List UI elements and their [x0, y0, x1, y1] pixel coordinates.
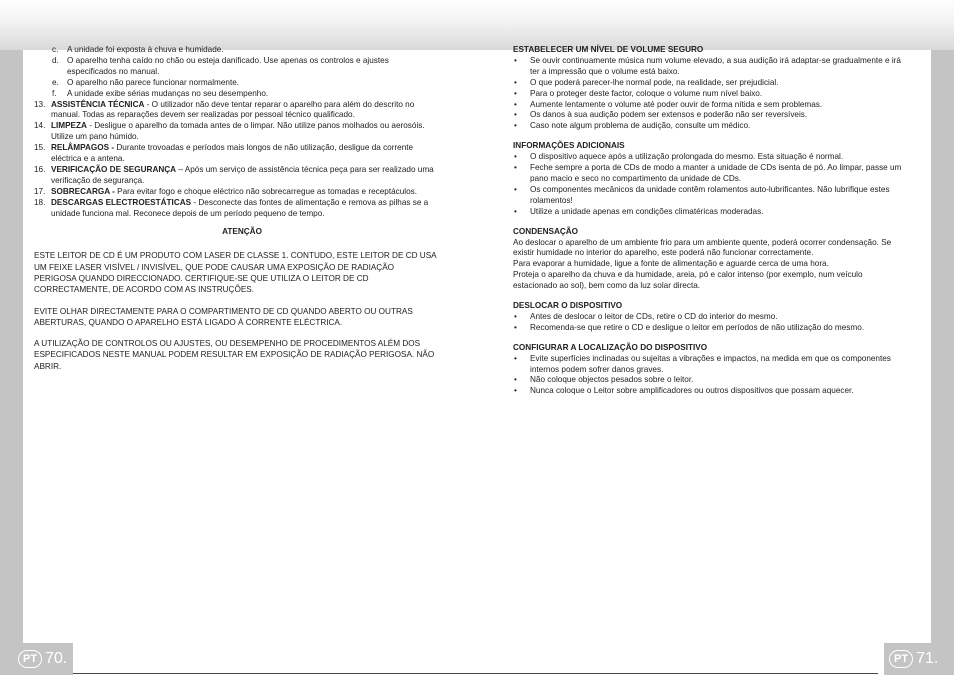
- numbered-item: 14. LIMPEZA - Desligue o aparelho da tomada antes de o limpar. Não utilize panos molhados ou aerosóis. Utilize um pano húmido.: [34, 121, 425, 142]
- item-title: ASSISTÊNCIA TÉCNICA: [51, 99, 145, 109]
- sub-item: c. A unidade foi exposta à chuva e humidade.: [52, 45, 224, 54]
- item-title: LIMPEZA: [51, 121, 87, 131]
- section-title-move: DESLOCAR O DISPOSITIVO: [513, 301, 623, 311]
- item-title: DESCARGAS ELECTROESTÁTICAS: [51, 197, 192, 207]
- sub-item: d. O aparelho tenha caído no chão ou esteja danificado. Use apenas os controlos e ajustes especificados no manual.: [52, 55, 389, 76]
- sub-item: e. O aparelho não parece funcionar normalmente.: [52, 77, 240, 87]
- condensation-text: Ao deslocar o aparelho de um ambiente frio para um ambiente quente, poderá ocorrer condensação. Se existir humidade no interior do aparelho, este poderá não funcionar correctamente.: [513, 237, 892, 258]
- list-item: • Evite superfícies inclinadas ou sujeitas a vibrações e impactos, na medida em que os componentes internos podem sofrer danos graves.: [514, 353, 891, 374]
- volume-list: [513, 56, 903, 132]
- list-item: • Não coloque objectos pesados sobre o leitor.: [514, 375, 694, 385]
- list-item: • Se ouvir continuamente música num volume elevado, a sua audição irá adaptar-se gradualmente e irá ter a impressão que o volume está baixo.: [514, 55, 901, 76]
- item-title: SOBRECARGA -: [51, 186, 115, 196]
- section-title-volume: ESTABELECER UM NÍVEL DE VOLUME SEGURO: [513, 45, 704, 54]
- condensation-text: Proteja o aparelho da chuva e da humidade, areia, pó e calor intenso (por exemplo, num veículo estacionado ao sol), bem como da luz solar directa.: [513, 270, 863, 291]
- safety-numbered-list: [34, 100, 438, 220]
- list-item: • Para o proteger deste factor, coloque o volume num nível baixo.: [514, 88, 763, 98]
- list-item: • O que poderá parecer-lhe normal pode, na realidade, ser prejudicial.: [514, 77, 779, 87]
- footer-right: [884, 643, 944, 675]
- header-gradient-band: [0, 0, 954, 50]
- language-badge: PT: [889, 650, 913, 668]
- list-item: • Feche sempre a porta de CDs de modo a manter a unidade de CDs isenta de pó. Ao limpar, passe um pano macio e seco no compartimento da unidade de CDs.: [514, 163, 902, 183]
- left-page: [34, 45, 438, 382]
- section-title-condensation: CONDENSAÇÃO: [513, 226, 579, 236]
- list-item: • O dispositivo aquece após a utilização prolongada do mesmo. Esta situação é normal.: [514, 152, 844, 162]
- info-list: [513, 152, 903, 217]
- left-margin-strip: [0, 50, 23, 675]
- numbered-item: 13. ASSISTÊNCIA TÉCNICA - O utilizador não deve tentar reparar o aparelho para além do descrito no manual. Todas as reparações devem ser realizadas por pessoal técnico qualificado.: [34, 99, 415, 120]
- warning-paragraph: ESTE LEITOR DE CD É UM PRODUTO COM LASER DE CLASSE 1. CONTUDO, ESTE LEITOR DE CD USA UM FEIXE LASER VISÍVEL / INVISÍVEL, QUE PODE CAUSAR UMA EXPOSIÇÃO DE RADIAÇÃO PERIGOSA QUANDO DIRECCIONADO. CERTIFIQUE-SE QUE UTILIZA O LEITOR DE CD CORRECTAMENTE, DE ACORDO COM AS INSTRUÇÕES.: [34, 251, 437, 295]
- item-title: VERIFICAÇÃO DE SEGURANÇA: [51, 164, 177, 174]
- list-item: • Antes de deslocar o leitor de CDs, retire o CD do interior do mesmo.: [514, 311, 778, 321]
- list-item: • Os danos à sua audição podem ser extensos e poderão não ser reversíveis.: [514, 110, 808, 120]
- numbered-item: 16. VERIFICAÇÃO DE SEGURANÇA – Após um serviço de assistência técnica peça para ser realizado uma verificação de segurança.: [34, 164, 434, 185]
- language-badge: PT: [18, 650, 42, 668]
- sub-item: f. A unidade exibe sérias mudanças no seu desempenho.: [52, 88, 269, 98]
- numbered-item: 17. SOBRECARGA - Para evitar fogo e choque eléctrico não sobrecarregue as tomadas e receptáculos.: [34, 186, 418, 196]
- page-number: 71.: [916, 650, 939, 667]
- section-title-info: INFORMAÇÕES ADICIONAIS: [513, 141, 625, 151]
- list-item: • Nunca coloque o Leitor sobre amplificadores ou outros dispositivos que possam aquecer.: [514, 386, 854, 396]
- page-number: 70.: [45, 650, 68, 667]
- list-item: • Utilize a unidade apenas em condições climatéricas moderadas.: [514, 206, 764, 216]
- move-list: [513, 312, 903, 334]
- section-title-location: CONFIGURAR A LOCALIZAÇÃO DO DISPOSITIVO: [513, 342, 708, 352]
- warning-paragraph: EVITE OLHAR DIRECTAMENTE PARA O COMPARTIMENTO DE CD QUANDO ABERTO OU OUTRAS ABERTURAS, QUANDO O APARELHO ESTÁ LIGADO À CORRENTE ELÉCTRICA.: [34, 306, 413, 327]
- list-item: • Recomenda-se que retire o CD e desligue o leitor em períodos de não utilização do mesmo.: [514, 322, 865, 332]
- condensation-text: Para evaporar a humidade, ligue a fonte de alimentação e aguarde cerca de uma hora.: [513, 259, 829, 269]
- footer-divider: [73, 673, 878, 674]
- sub-item-list: [34, 45, 438, 100]
- list-item: • Aumente lentamente o volume até poder ouvir de forma nítida e sem problemas.: [514, 99, 823, 109]
- warning-heading: ATENÇÃO: [222, 226, 262, 236]
- list-item: • Caso note algum problema de audição, consulte um médico.: [514, 121, 751, 131]
- item-title: RELÂMPAGOS -: [51, 143, 115, 153]
- warning-paragraph: A UTILIZAÇÃO DE CONTROLOS OU AJUSTES, OU DESEMPENHO DE PROCEDIMENTOS ALÉM DOS ESPECIFICADOS NESTE MANUAL PODEM RESULTAR EM EXPOSIÇÃO DE RADIAÇÃO PERIGOSA. NÃO ABRIR.: [34, 339, 435, 371]
- list-item: • Os componentes mecânicos da unidade contêm rolamentos auto-lubrificantes. Não lubrifique estes rolamentos!: [514, 184, 890, 205]
- right-margin-strip: [931, 50, 954, 675]
- location-list: [513, 354, 903, 398]
- right-page: [513, 45, 903, 397]
- numbered-item: 15. RELÂMPAGOS - Durante trovoadas e períodos mais longos de não utilização, desligue da corrente eléctrica e a antena.: [34, 143, 414, 164]
- numbered-item: 18. DESCARGAS ELECTROESTÁTICAS - Desconecte das fontes de alimentação e remova as pilhas se a unidade funciona mal. Reconece depois de um período pequeno de tempo.: [34, 197, 429, 218]
- footer-left: [13, 643, 73, 675]
